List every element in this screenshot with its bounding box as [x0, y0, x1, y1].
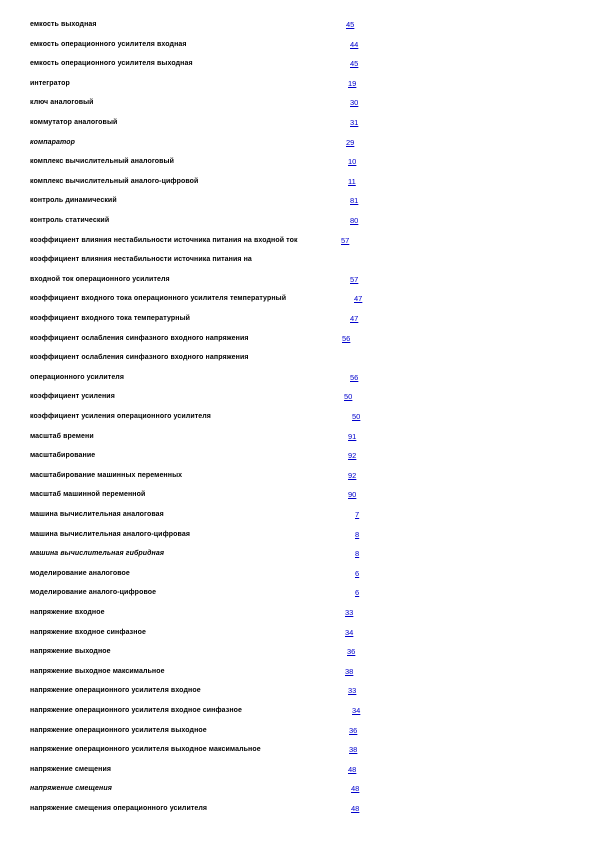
- page-number-link[interactable]: 50: [352, 412, 361, 421]
- page-number-link[interactable]: 10: [348, 157, 357, 166]
- index-term: интегратор: [30, 80, 70, 87]
- index-term: коэффициент ослабления синфазного входного напряжения: [30, 354, 249, 361]
- index-entry: [0, 627, 595, 639]
- index-entry: [0, 333, 595, 345]
- index-entry: [0, 117, 595, 129]
- index-entry: [0, 587, 595, 599]
- index-entry: [0, 685, 595, 697]
- index-term: напряжение операционного усилителя выходное: [30, 727, 207, 734]
- index-entry: [0, 215, 595, 227]
- index-entry: [0, 529, 595, 541]
- index-term: коэффициент входного тока операционного усилителя температурный: [30, 295, 287, 302]
- index-entry: [0, 725, 595, 737]
- index-entry: [0, 646, 595, 658]
- index-entry: [0, 783, 595, 795]
- page-number-link[interactable]: 56: [350, 373, 359, 382]
- index-entry: [0, 19, 595, 31]
- index-entry: [0, 78, 595, 90]
- index-term: масштаб машинной переменной: [30, 491, 146, 498]
- index-term: коэффициент влияния нестабильности источника питания на: [30, 256, 252, 263]
- page-number-link[interactable]: 90: [348, 490, 357, 499]
- index-entry: [0, 254, 595, 266]
- page-number-link[interactable]: 57: [341, 236, 350, 245]
- index-term: напряжение выходное: [30, 648, 111, 655]
- index-term: емкость операционного усилителя входная: [30, 41, 187, 48]
- index-term: напряжение операционного усилителя входное: [30, 687, 201, 694]
- index-term: комплекс вычислительный аналого-цифровой: [30, 178, 199, 185]
- page-number-link[interactable]: 38: [349, 745, 358, 754]
- index-term: коэффициент усиления: [30, 393, 115, 400]
- index-term: ключ аналоговый: [30, 99, 94, 106]
- index-entry: [0, 391, 595, 403]
- index-term: напряжение операционного усилителя входное синфазное: [30, 707, 243, 714]
- page-number-link[interactable]: 91: [348, 432, 357, 441]
- index-term: коэффициент влияния нестабильности источника питания на входной ток: [30, 237, 298, 244]
- index-term: моделирование аналоговое: [30, 570, 130, 577]
- page-number-link[interactable]: 47: [350, 314, 359, 323]
- index-entry: [0, 803, 595, 815]
- page-number-link[interactable]: 47: [354, 294, 363, 303]
- page-number-link[interactable]: 6: [355, 569, 360, 578]
- page-number-link[interactable]: 33: [345, 608, 354, 617]
- page-number-link[interactable]: 19: [348, 79, 357, 88]
- page-number-link[interactable]: 81: [350, 196, 359, 205]
- page-number-link[interactable]: 6: [355, 588, 360, 597]
- index-entry: [0, 744, 595, 756]
- page-number-link[interactable]: 34: [352, 706, 361, 715]
- index-term: напряжение входное: [30, 609, 105, 616]
- page-number-link[interactable]: 38: [345, 667, 354, 676]
- index-entry: [0, 39, 595, 51]
- page-number-link[interactable]: 30: [350, 98, 359, 107]
- index-term: масштабирование: [30, 452, 96, 459]
- index-term: машина вычислительная аналого-цифровая: [30, 531, 191, 538]
- index-entry: [0, 97, 595, 109]
- index-entry: [0, 58, 595, 70]
- index-entry: [0, 137, 595, 149]
- page-number-link[interactable]: 45: [346, 20, 355, 29]
- page-number-link[interactable]: 48: [351, 804, 360, 813]
- index-entry: [0, 313, 595, 325]
- page-number-link[interactable]: 11: [348, 177, 356, 186]
- index-entry: [0, 352, 595, 364]
- index-term: емкость выходная: [30, 21, 97, 28]
- index-entry: [0, 489, 595, 501]
- index-term: емкость операционного усилителя выходная: [30, 60, 193, 67]
- page-number-link[interactable]: 33: [348, 686, 357, 695]
- index-term: напряжение операционного усилителя выходное максимальное: [30, 746, 261, 753]
- page-number-link[interactable]: 48: [348, 765, 357, 774]
- page-number-link[interactable]: 80: [350, 216, 359, 225]
- index-entry: [0, 509, 595, 521]
- page-number-link[interactable]: 8: [355, 549, 360, 558]
- index-entry: [0, 176, 595, 188]
- index-entry: [0, 764, 595, 776]
- index-entry: [0, 274, 595, 286]
- page-number-link[interactable]: 44: [350, 40, 359, 49]
- index-term: коэффициент входного тока температурный: [30, 315, 191, 322]
- index-term: масштабирование машинных переменных: [30, 472, 183, 479]
- index-term: машина вычислительная аналоговая: [30, 511, 164, 518]
- page-number-link[interactable]: 31: [350, 118, 359, 127]
- index-term: напряжение выходное максимальное: [30, 668, 165, 675]
- index-term: контроль статический: [30, 217, 110, 224]
- index-entry: [0, 548, 595, 560]
- page-number-link[interactable]: 36: [347, 647, 356, 656]
- index-entry: [0, 293, 595, 305]
- index-term: коэффициент усиления операционного усилителя: [30, 413, 211, 420]
- page-number-link[interactable]: 34: [345, 628, 354, 637]
- index-entry: [0, 470, 595, 482]
- page-number-link[interactable]: 7: [355, 510, 360, 519]
- page-number-link[interactable]: 50: [344, 392, 353, 401]
- page-number-link[interactable]: 48: [351, 784, 360, 793]
- page-number-link[interactable]: 92: [348, 451, 357, 460]
- index-entry: [0, 156, 595, 168]
- index-term: напряжение смещения: [30, 766, 112, 773]
- index-term: коммутатор аналоговый: [30, 119, 118, 126]
- index-entry: [0, 705, 595, 717]
- page-number-link[interactable]: 36: [349, 726, 358, 735]
- index-term: контроль динамический: [30, 197, 117, 204]
- index-term: напряжение смещения операционного усилителя: [30, 805, 208, 812]
- index-term: операционного усилителя: [30, 374, 125, 381]
- index-term: моделирование аналого-цифровое: [30, 589, 157, 596]
- page-number-link[interactable]: 56: [342, 334, 351, 343]
- index-term: входной ток операционного усилителя: [30, 276, 170, 283]
- index-term: масштаб времени: [30, 433, 94, 440]
- index-entry: [0, 411, 595, 423]
- index-term: коэффициент ослабления синфазного входного напряжения: [30, 335, 249, 342]
- index-entry: [0, 431, 595, 443]
- index-term: компаратор: [30, 139, 76, 146]
- page-number-link[interactable]: 45: [350, 59, 359, 68]
- page-number-link[interactable]: 92: [348, 471, 357, 480]
- index-term: напряжение входное синфазное: [30, 629, 146, 636]
- index-entry: [0, 666, 595, 678]
- index-term: комплекс вычислительный аналоговый: [30, 158, 175, 165]
- index-entry: [0, 195, 595, 207]
- page-number-link[interactable]: 29: [346, 138, 355, 147]
- index-entry: [0, 372, 595, 384]
- index-term: напряжение смещения: [30, 785, 112, 792]
- index-entry: [0, 568, 595, 580]
- index-entry: [0, 235, 595, 247]
- page-number-link[interactable]: 57: [350, 275, 359, 284]
- index-entry: [0, 450, 595, 462]
- index-term: машина вычислительная гибридная: [30, 550, 165, 557]
- index-entry: [0, 607, 595, 619]
- page-number-link[interactable]: 8: [355, 530, 360, 539]
